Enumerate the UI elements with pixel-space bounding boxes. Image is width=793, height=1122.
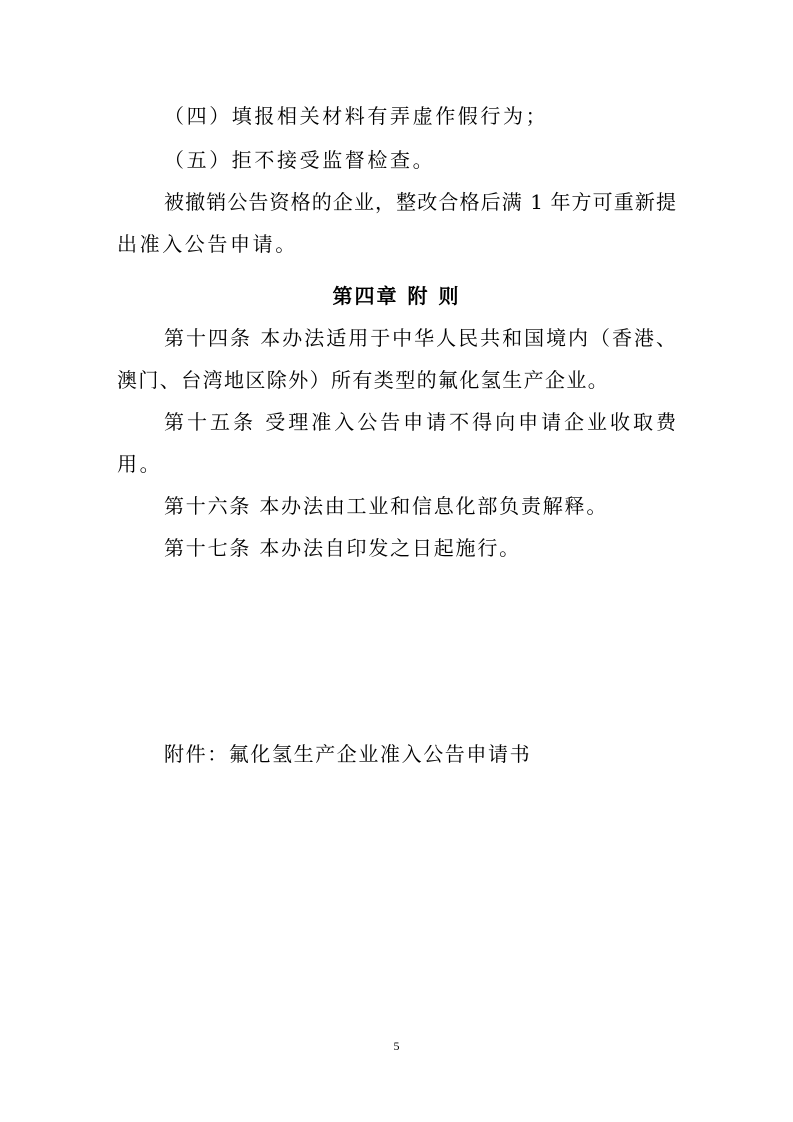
item-four: （四）填报相关材料有弄虚作假行为； bbox=[164, 104, 549, 128]
revocation-paragraph-line-2: 出准入公告申请。 bbox=[117, 232, 298, 256]
attachment-note: 附件：氟化氢生产企业准入公告申请书 bbox=[164, 742, 532, 766]
article-16: 第十六条 本办法由工业和信息化部负责解释。 bbox=[164, 494, 609, 518]
article-15-line-2: 用。 bbox=[117, 452, 163, 476]
article-14-line-2: 澳门、台湾地区除外）所有类型的氟化氢生产企业。 bbox=[117, 368, 610, 392]
revocation-paragraph-line-1: 被撤销公告资格的企业，整改合格后满 1 年方可重新提 bbox=[164, 190, 676, 214]
article-14-line-1: 第十四条 本办法适用于中华人民共和国境内（香港、 bbox=[164, 326, 676, 350]
article-17: 第十七条 本办法自印发之日起施行。 bbox=[164, 536, 521, 560]
page-number: 5 bbox=[393, 1039, 400, 1053]
chapter-heading: 第四章 附 则 bbox=[332, 284, 461, 308]
item-five: （五）拒不接受监督检查。 bbox=[164, 148, 436, 172]
article-15-line-1: 第十五条 受理准入公告申请不得向申请企业收取费 bbox=[164, 410, 676, 434]
